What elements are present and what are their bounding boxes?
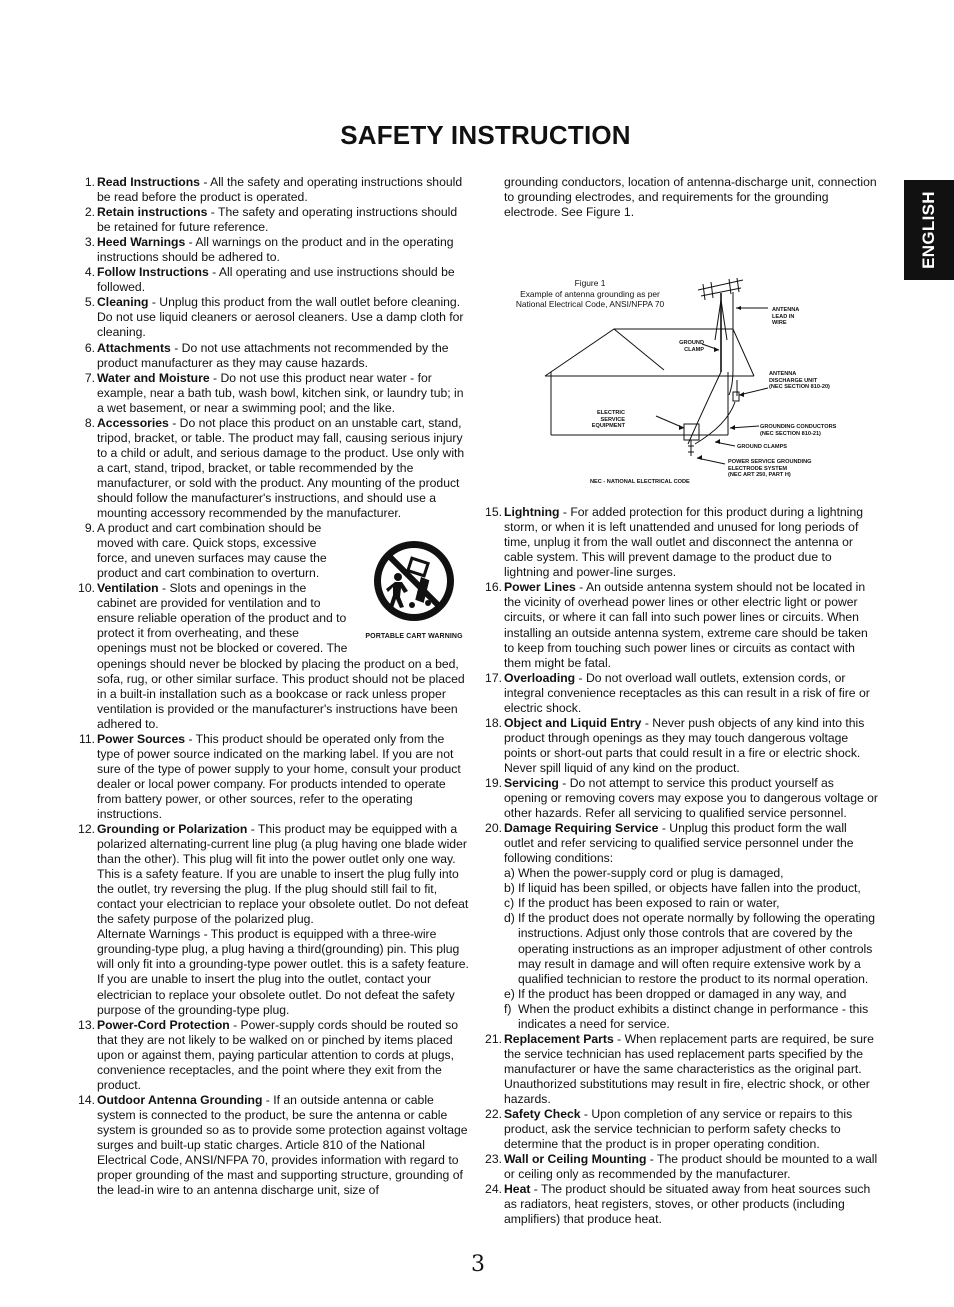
condition-d: d) If the product does not operate normally by following the operating instructions. Adjust only those controls that are covered by the operating instructions as an improper adjustment of other controls may result in damage and will often require extensive work by a qualified technician to restore the product to its normal operation. (504, 911, 876, 986)
instruction-item-19: 19. Servicing - Do not attempt to service this product yourself as opening or removing covers may expose you to dangerous voltage or other hazards. Refer all servicing to qualified service personnel. (485, 775, 878, 821)
condition-f: f) When the product exhibits a distinct change in performance - this indicates a need for service. (504, 1001, 869, 1031)
right-column (483, 175, 878, 1227)
grounding-conductors-label: GROUNDING CONDUCTORS (NEC SECTION 810-21) (760, 424, 837, 437)
instruction-item-2: 2. Retain instructions - The safety and operating instructions should be retained for future reference. (84, 205, 458, 235)
instruction-item-9: PORTABLE CART WARNING 9. A product and cart combination should be moved with care. Quick stops, excessive force, and uneven surfaces may cause the product and cart combination to overturn. (76, 521, 470, 581)
power-service-label: POWER SERVICE GROUNDING ELECTRODE SYSTEM (NEC ART 250, PART H) (728, 459, 812, 479)
instruction-item-17: 17. Overloading - Do not overload wall outlets, extension cords, or integral convenience receptacles as this can result in a risk of fire or electric shock. (485, 670, 870, 715)
instruction-item-3: 3. Heed Warnings - All warnings on the product and in the operating instructions should be adhered to. (84, 235, 454, 265)
instruction-item-6: 6. Attachments - Do not use attachments not recommended by the product manufacturer as they may cause hazards. (84, 340, 449, 370)
instruction-item-21: 21. Replacement Parts - When replacement parts are required, be sure the service technician has used replacement parts specified by the manufacturer or have the same characteristics as the original part. Unauthorized substitutions may result in fire, electric shock, or other hazards. (485, 1031, 874, 1106)
instruction-item-8: 8. Accessories - Do not place this product on an unstable cart, stand, tripod, bracket, or table. The product may fall, causing serious injury to a child or adult, and serious damage to the product. Use only with a cart, stand, tripod, bracket, or table recommended by the manufacturer, or sold with the product. Any mounting of the product should follow the manufacturer's instructions, and should use a mounting accessory recommended by the manufacturer. (84, 415, 465, 521)
instruction-item-22: 22. Safety Check - Upon completion of any service or repairs to this product, ask the service technician to perform safety checks to determine that the product is in proper operating condition. (485, 1107, 853, 1152)
instruction-item-24: 24. Heat - The product should be situated away from heat sources such as radiators, heat registers, stoves, or other products (including amplifiers) that produce heat. (485, 1182, 871, 1227)
condition-e: e) If the product has been dropped or damaged in any way, and (504, 986, 847, 1001)
page-title: SAFETY INSTRUCTION (340, 120, 631, 150)
instruction-item-11: 11. Power Sources - This product should be operated only from the type of power source indicated on the marking label. If you are not sure of the type of power supply to your home, consult your product dealer or local power company. For products intended to operate from battery power, or other sources, refer to the operating instructions. (78, 731, 461, 821)
condition-a: a) When the power-supply cord or plug is damaged, (504, 866, 784, 881)
portable-cart-caption: PORTABLE CART WARNING (365, 633, 463, 641)
antenna-lead-label: ANTENNA LEAD IN WIRE (772, 307, 800, 327)
instruction-item-12: 12. Grounding or Polarization - This product may be equipped with a polarized alternating-current line plug (a plug having one blade wider than the other). This plug will fit into the power outlet only one way. This is a safety feature. If you are unable to insert the plug fully into the outlet, try reversing the plug. If the plug should still fail to fit, contact your electrician to replace your obsolete outlet. Do not defeat the safety purpose of the polarized plug. Alternate Warnings - This product is equipped with a three-wire grounding-type plug, a plug having a third(grounding) pin. This plug will only fit into a grounding-type power outlet. this is a safety feature. If you are unable to insert the plug into the outlet, contact your electrician to replace your obsolete outlet. Do not defeat the safety purpose of the grounding-type plug. (78, 822, 469, 1017)
instruction-item-20: 20. Damage Requiring Service - Unplug this product form the wall outlet and refer servicing to qualified service personnel under the following conditions: a) When the power-supply cord or plug is damaged, b) If liquid has been spilled, or objects have fallen into the product, c) If the product has been exposed to rain or water, d) If the product does not operate normally by following the operating instructions. Adjust only those controls that are covered by the operating instructions as an improper adjustment of other controls may result in damage and will often require extensive work by a qualified technician to restore the product to its normal operation. e) If the product has been dropped or damaged in any way, and f) When the product exhibits a distinct change in performance - this indicates a need for service. (483, 821, 878, 1032)
condition-c: c) If the product has been exposed to rain or water, (504, 896, 780, 911)
ground-clamp-label: GROUND CLAMP (679, 340, 704, 353)
instruction-item-13: 13. Power-Cord Protection - Power-supply cords should be routed so that they are not likely to be walked on or pinched by items placed upon or against them, paying particular attention to cords at plugs, convenience receptacles, and the point where they exit from the product. (78, 1017, 459, 1092)
ground-clamps-label: GROUND CLAMPS (737, 444, 788, 451)
instruction-item-4: 4. Follow Instructions - All operating and use instructions should be followed. (84, 265, 455, 295)
discharge-unit-label: ANTENNA DISCHARGE UNIT (NEC SECTION 810-20) (769, 371, 830, 391)
instruction-item-23: 23. Wall or Ceiling Mounting - The product should be mounted to a wall or ceiling only as recommended by the manufacturer. (485, 1152, 878, 1182)
instruction-item-14-continued: grounding conductors, location of antenna-discharge unit, connection to grounding electrodes, and requirements for the grounding electrode. See Figure 1. (504, 175, 877, 220)
instruction-item-15: 15. Lightning - For added protection for this product during a lightning storm, or when it is left unattended and unused for long periods of time, unplug it from the wall outlet and disconnect the antenna or cable system. This will prevent damage to the product due to lightning and power-line surges. (485, 505, 864, 580)
instruction-item-18: 18. Object and Liquid Entry - Never push objects of any kind into this product through openings as they may touch dangerous voltage points or short-out parts that could result in a fire or electric shock. Never spill liquid of any kind on the product. (485, 715, 865, 775)
instruction-item-10: 10. Ventilation - Slots and openings in the cabinet are provided for ventilation and to ensure reliable operation of the product and to protect it from overheating, and these openings must not be blocked or covered. The openings should never be blocked by placing the product on a bed, sofa, rug, or other similar surface. This product should not be placed in a built-in installation such as a bookcase or rack unless proper ventilation is provided or the manufacturer's instructions have been adhered to. (78, 581, 465, 731)
antenna-grounding-figure (483, 220, 878, 505)
antenna-grounding-diagram (483, 220, 878, 505)
instruction-item-5: 5. Cleaning - Unplug this product from the wall outlet before cleaning. Do not use liquid cleaners or aerosol cleaners. Use a damp cloth for cleaning. (84, 295, 464, 340)
nec-label: NEC - NATIONAL ELECTRICAL CODE (590, 479, 690, 486)
language-tab-label: ENGLISH (919, 191, 938, 269)
language-tab (904, 180, 954, 280)
instruction-item-7: 7. Water and Moisture - Do not use this product near water - for example, near a bath tub, wash bowl, kitchen sink, or laundry tub; in a wet basement, or near a swimming pool; and the like. (84, 370, 464, 415)
figure-caption: Figure 1 Example of antenna grounding as per National Electrical Code, ANSI/NFPA 70 (515, 278, 665, 310)
alternate-warnings: Alternate Warnings - This product is equipped with a three-wire grounding-type plug, a plug having a third(grounding) pin. This plug will only fit into a grounding-type power outlet. this is a safety feature. If you are unable to insert the plug into the outlet, contact your electrician to replace your obsolete outlet. Do not defeat the safety purpose of the grounding-type plug. (97, 927, 469, 1017)
condition-b: b) If liquid has been spilled, or objects have fallen into the product, (504, 881, 861, 896)
page-number: 3 (471, 1252, 485, 1277)
instruction-item-14: 14. Outdoor Antenna Grounding - If an outside antenna or cable system is connected to the product, be sure the antenna or cable system is grounded so as to provide some protection against voltage surges and built-up static charges. Article 810 of the National Electrical Code, ANSI/NFPA 70, provides information with regard to proper grounding of the mast and supporting structure, grounding of the lead-in wire to an antenna discharge unit, size of (78, 1092, 468, 1198)
instruction-item-1: 1. Read Instructions - All the safety and operating instructions should be read before the product is operated. (84, 175, 463, 205)
electric-service-label: ELECTRIC SERVICE EQUIPMENT (591, 410, 625, 430)
instruction-item-16: 16. Power Lines - An outside antenna system should not be located in the vicinity of overhead power lines or other electric light or power circuits, or where it can fall into such power lines or circuits. When installing an outside antenna system, extreme care should be taken to keep from touching such power lines or circuits as contact with them might be fatal. (485, 580, 868, 670)
left-column (76, 175, 470, 1198)
